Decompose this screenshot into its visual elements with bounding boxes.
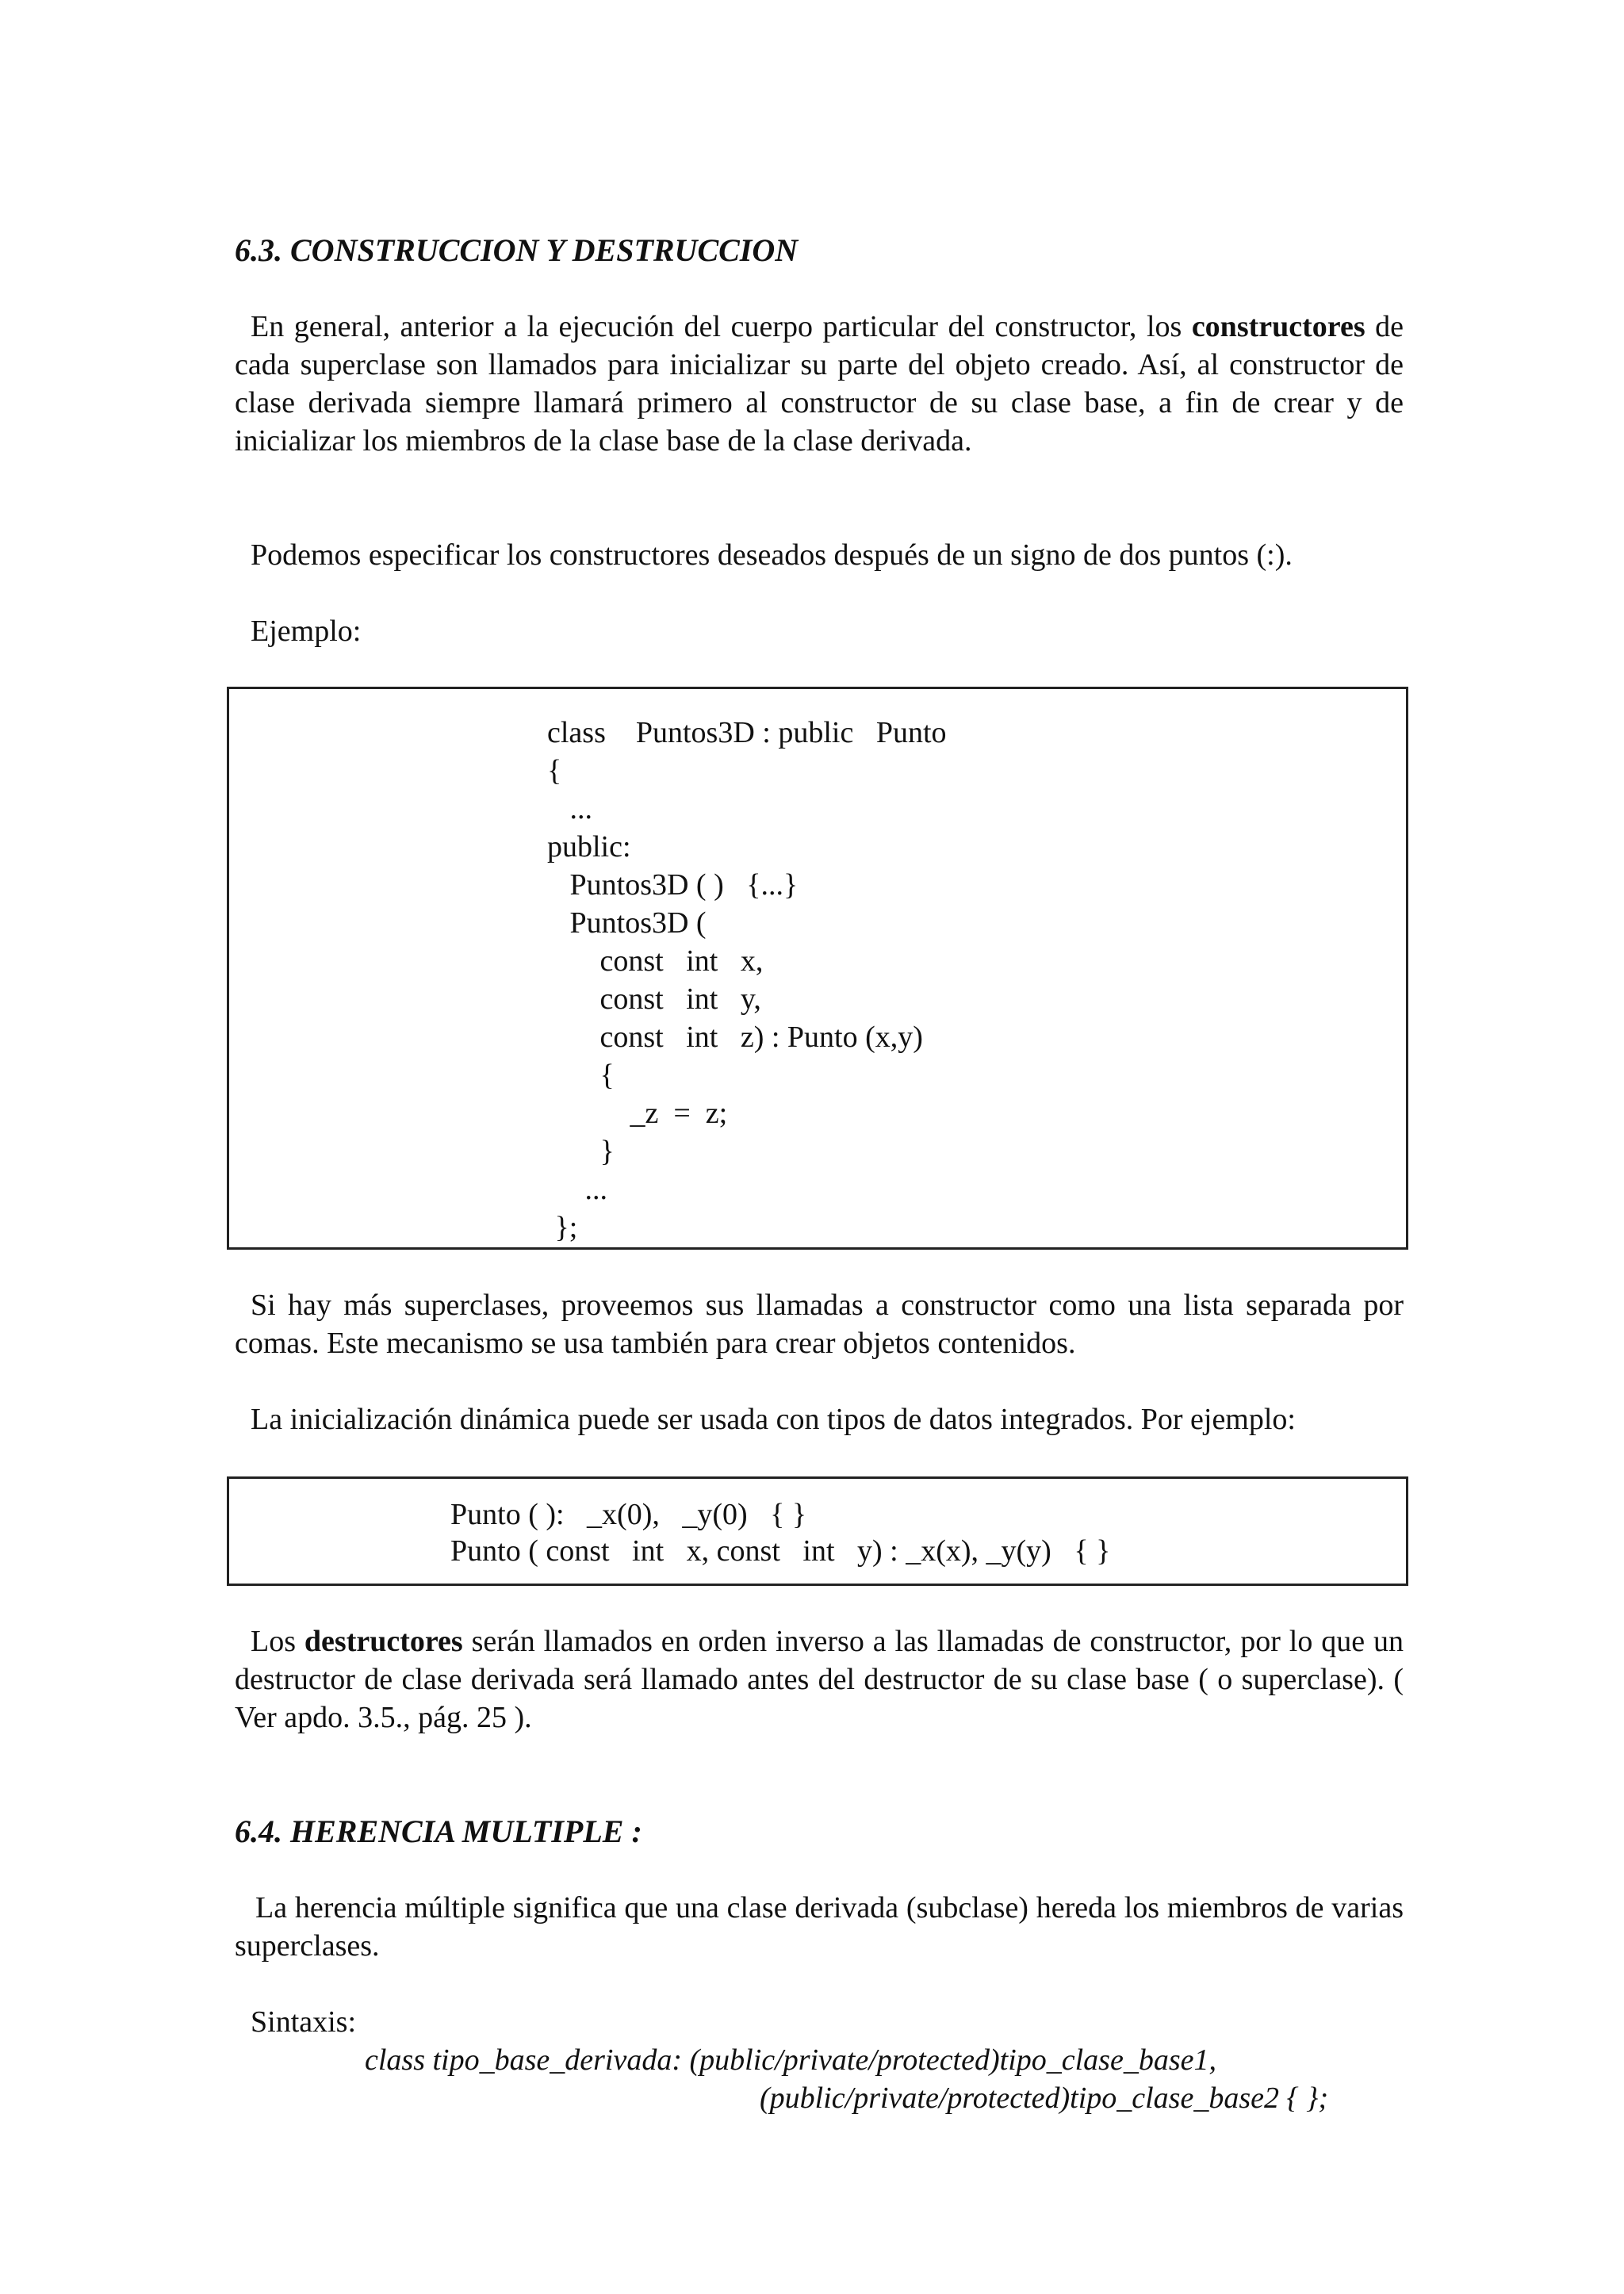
p5-text: La inicialización dinámica puede ser usada con tipos de datos integrados. Por ejemplo:: [251, 1403, 1296, 1436]
paragraph-constructors-intro: [235, 308, 1404, 460]
p4-text: Si hay más superclases, proveemos sus llamadas a constructor como una lista separada por comas. Este mecanismo se usa también para crear objetos contenidos.: [235, 1289, 1404, 1360]
code-line: };: [547, 1211, 578, 1244]
paragraph-destructors: [235, 1622, 1404, 1737]
code-line: Puntos3D ( ) {...}: [547, 868, 799, 902]
syntax-label: Sintaxis:: [251, 2005, 357, 2039]
code-line: Punto ( ): _x(0), _y(0) { }: [450, 1498, 807, 1531]
code-line: ...: [547, 792, 592, 825]
section-heading-6-4: 6.4. HERENCIA MULTIPLE :: [235, 1813, 642, 1849]
code-line: {: [547, 1059, 615, 1092]
p6-bold-destructores: destructores: [304, 1625, 463, 1658]
code-line: Punto ( const int x, const int y) : _x(x), _y(y) { }: [450, 1534, 1111, 1568]
code-line: public:: [547, 830, 631, 864]
paragraph-specify-constructors: [235, 536, 1404, 574]
paragraph-example-label: [235, 612, 1404, 650]
p1-text-before: En general, anterior a la ejecución del cuerpo particular del constructor, los: [251, 310, 1192, 343]
paragraph-multiple-superclasses: [235, 1286, 1404, 1362]
code-line: const int x,: [547, 944, 764, 978]
p2-text: Podemos especificar los constructores deseados después de un signo de dos puntos (:).: [251, 538, 1293, 572]
p6-text-before: Los: [251, 1625, 304, 1658]
paragraph-multiple-inheritance: [235, 1889, 1404, 1965]
paragraph-syntax-label: [235, 2003, 1404, 2041]
code-line: Puntos3D (: [547, 906, 707, 940]
code-line: class Puntos3D : public Punto: [547, 716, 947, 749]
p6-text-after: serán llamados en orden inverso a las llamadas de constructor, por lo que un destructor de clase derivada será llamado antes del destructor de su clase base ( o superclase). ( Ver apdo. 3.5., pág. 25 ).: [235, 1625, 1404, 1734]
code-line: _z = z;: [547, 1097, 728, 1130]
syntax-line-1: class tipo_base_derivada: (public/private/protected)tipo_clase_base1,: [365, 2043, 1216, 2077]
p1-text-after: de cada superclase son llamados para inicializar su parte del objeto creado. Así, al constructor de clase derivada siempre llamará primero al constructor de su clase base, a fin de crear y de inicializar los miembros de la clase base de la clase derivada.: [235, 310, 1404, 458]
p1-bold-constructores: constructores: [1191, 310, 1365, 343]
code-box-puntos3d: [227, 687, 1408, 1250]
section-heading-6-3: 6.3. CONSTRUCCION Y DESTRUCCION: [235, 232, 799, 268]
syntax-line-2: (public/private/protected)tipo_clase_base2 { };: [760, 2081, 1329, 2115]
code-line: {: [547, 754, 562, 787]
code-line: }: [547, 1135, 615, 1168]
code-line: ...: [547, 1173, 607, 1206]
example-label: Ejemplo:: [251, 615, 362, 648]
paragraph-dynamic-init: [235, 1400, 1404, 1438]
p1-multiple-inheritance: La herencia múltiple significa que una clase derivada (subclase) hereda los miembros de varias superclases.: [235, 1891, 1404, 1963]
code-line: const int z) : Punto (x,y): [547, 1021, 923, 1054]
code-line: const int y,: [547, 982, 761, 1016]
